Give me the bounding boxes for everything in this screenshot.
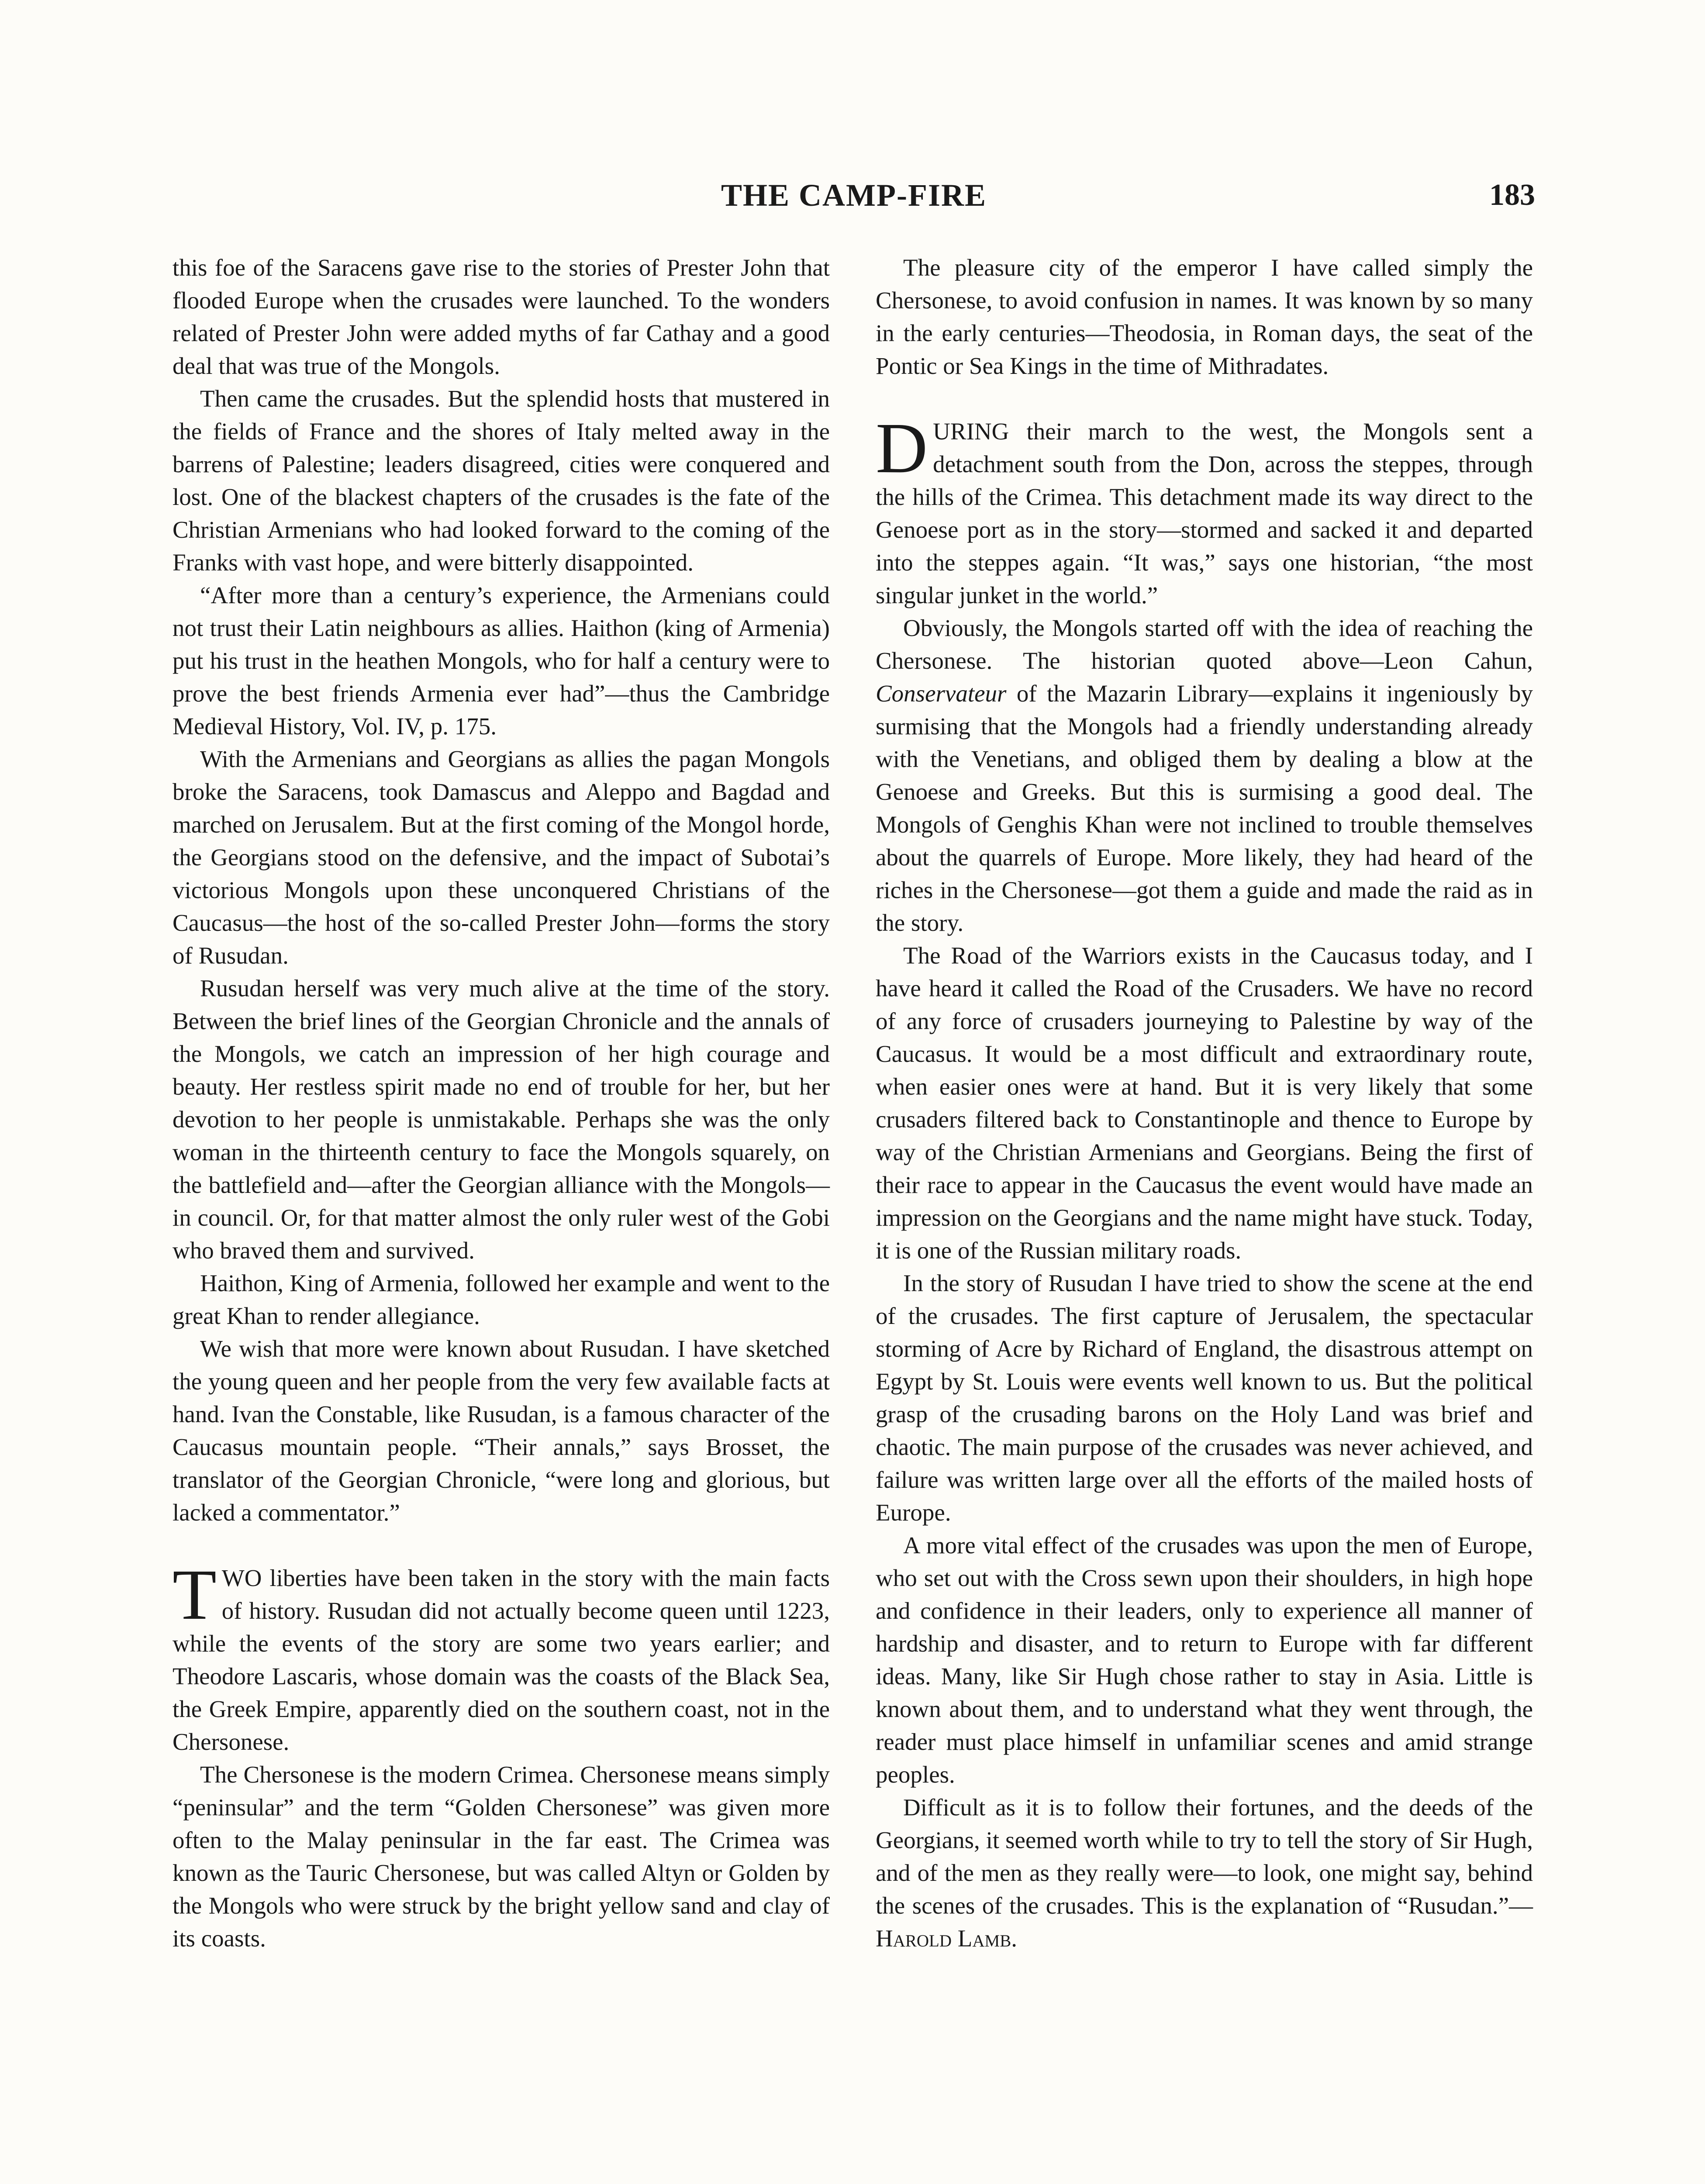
page-header — [173, 171, 1535, 219]
paragraph: “After more than a century’s experience, the Armenians could not trust their Latin neighbours as allies. Haithon (king of Armenia) put his trust in the heathen Mongols, who for half a century were to prove the best friends Armenia ever had”—thus the Cambridge Medieval History, Vol. IV, p. 175. — [173, 582, 830, 740]
drop-cap-letter: T — [173, 1555, 217, 1635]
paragraph: Rusudan herself was very much alive at the time of the story. Between the brief lines of the Georgian Chronicle and the annals of the Mongols, we catch an impression of her high courage and beauty. Her restless spirit made no end of trouble for her, but her devotion to her people is unmistakable. Perhaps she was the only woman in the thirteenth century to face the Mongols squarely, on the battlefield and—after the Georgian alliance with the Mongols—in council. Or, for that matter almost the only ruler west of the Gobi who braved them and survived. — [173, 975, 830, 1264]
paragraph-text: Obviously, the Mongols started off with the idea of reaching the Chersonese. The historian quoted above—Leon Cahun, — [876, 615, 1533, 674]
author-signature: Harold Lamb. — [876, 1925, 1017, 1952]
paragraph: this foe of the Saracens gave rise to the stories of Prester John that flooded Europe when the crusades were launched. To the wonders related of Prester John were added myths of far Cathay and a good deal that was true of the Mongols. — [173, 254, 830, 379]
paragraph: In the story of Rusudan I have tried to show the scene at the end of the crusades. The first capture of Jerusalem, the spectacular storming of Acre by Richard of England, the disastrous attempt on Egypt by St. Louis were events well known to us. But the political grasp of the crusading barons on the Holy Land was brief and chaotic. The main purpose of the crusades was never achieved, and failure was written large over all the efforts of the mailed hosts of Europe. — [876, 1270, 1533, 1526]
paragraph-text: WO liberties have been taken in the story with the main facts of history. Rusudan did not actually become queen until 1223, while the events of the story are some two years earlier; and Theodore Lascaris, whose domain was the coasts of the Black Sea, the Greek Empire, apparently died on the southern coast, not in the Chersonese. — [173, 1565, 830, 1755]
paragraph: The Road of the Warriors exists in the Caucasus today, and I have heard it called the Road of the Crusaders. We have no record of any force of crusaders journeying to Palestine by way of the Caucasus. It would be a most difficult and extraordinary route, when easier ones were at hand. But it is very likely that some crusaders filtered back to Constantinople and thence to Europe by way of the Christian Armenians and Georgians. Being the first of their race to appear in the Caucasus the event would have made an impression on the Georgians and the name might have stuck. Today, it is one of the Russian military roads. — [876, 942, 1533, 1264]
paragraph-text: URING their march to the west, the Mongols sent a detachment south from the Don, across the steppes, through the hills of the Crimea. This detachment made its way direct to the Genoese port as in the story—stormed and sacked it and departed into the steppes again. “It was,” says one historian, “the most singular junket in the world.” — [876, 418, 1533, 608]
page-number: 183 — [1489, 178, 1535, 212]
paragraph-text: Difficult as it is to follow their fortunes, and the deeds of the Georgians, it seemed worth while to try to tell the story of Sir Hugh, and of the men as they really were—to look, one might say, behind the scenes of the crusades. This is the explanation of “Rusudan.”— — [876, 1794, 1533, 1919]
left-column — [173, 251, 830, 1955]
paragraph: The pleasure city of the emperor I have called simply the Chersonese, to avoid confusion in names. It was known by so many in the early centuries—Theodosia, in Roman days, the seat of the Pontic or Sea Kings in the time of Mithradates. — [876, 254, 1533, 379]
right-column — [876, 251, 1533, 1955]
dropcap-paragraph — [876, 408, 1533, 612]
paragraph: With the Armenians and Georgians as allies the pagan Mongols broke the Saracens, took Damascus and Aleppo and Bagdad and marched on Jerusalem. But at the first coming of the Mongol horde, the Georgians stood on the defensive, and the impact of Subotai’s victorious Mongols upon these unconquered Christians of the Caucasus—the host of the so-called Prester John—forms the story of Rusudan. — [173, 746, 830, 969]
paragraph: The Chersonese is the modern Crimea. Chersonese means simply “peninsular” and the term “Golden Chersonese” was given more often to the Malay peninsular in the far east. The Crimea was known as the Tauric Chersonese, but was called Altyn or Golden by the Mongols who were struck by the bright yellow sand and clay of its coasts. — [173, 1761, 830, 1952]
italic-term: Conservateur — [876, 680, 1007, 707]
paragraph: Then came the crusades. But the splendid hosts that mustered in the fields of France and the shores of Italy melted away in the barrens of Palestine; leaders disagreed, cities were conquered and lost. One of the blackest chapters of the crusades is the fate of the Christian Armenians who had looked forward to the coming of the Franks with vast hope, and were bitterly disappointed. — [173, 385, 830, 576]
paragraph: We wish that more were known about Rusudan. I have sketched the young queen and her people from the very few available facts at hand. Ivan the Constable, like Rusudan, is a famous character of the Caucasus mountain people. “Their annals,” says Brosset, the translator of the Georgian Chronicle, “were long and glorious, but lacked a commentator.” — [173, 1335, 830, 1526]
paragraph — [876, 1791, 1533, 1955]
dropcap-paragraph — [173, 1555, 830, 1758]
running-title: THE CAMP-FIRE — [721, 178, 987, 213]
paragraph-text: of the Mazarin Library—explains it ingeniously by surmising that the Mongols had a friendly understanding already with the Venetians, and obliged them by dealing a blow at the Genoese and Greeks. But this is surmising a good deal. The Mongols of Genghis Khan were not inclined to trouble themselves about the quarrels of Europe. More likely, they had heard of the riches in the Chersonese—got them a guide and made the raid as in the story. — [876, 680, 1533, 936]
paragraph: A more vital effect of the crusades was upon the men of Europe, who set out with the Cross sewn upon their shoulders, in high hope and confidence in their leaders, only to experience all manner of hardship and disaster, and to return to Europe with far different ideas. Many, like Sir Hugh chose rather to stay in Asia. Little is known about them, and to understand what they went through, the reader must place himself in unfamiliar scenes and amid strange peoples. — [876, 1532, 1533, 1788]
paragraph: Haithon, King of Armenia, followed her example and went to the great Khan to render allegiance. — [173, 1270, 830, 1329]
paragraph — [876, 612, 1533, 939]
drop-cap-letter: D — [876, 408, 928, 488]
